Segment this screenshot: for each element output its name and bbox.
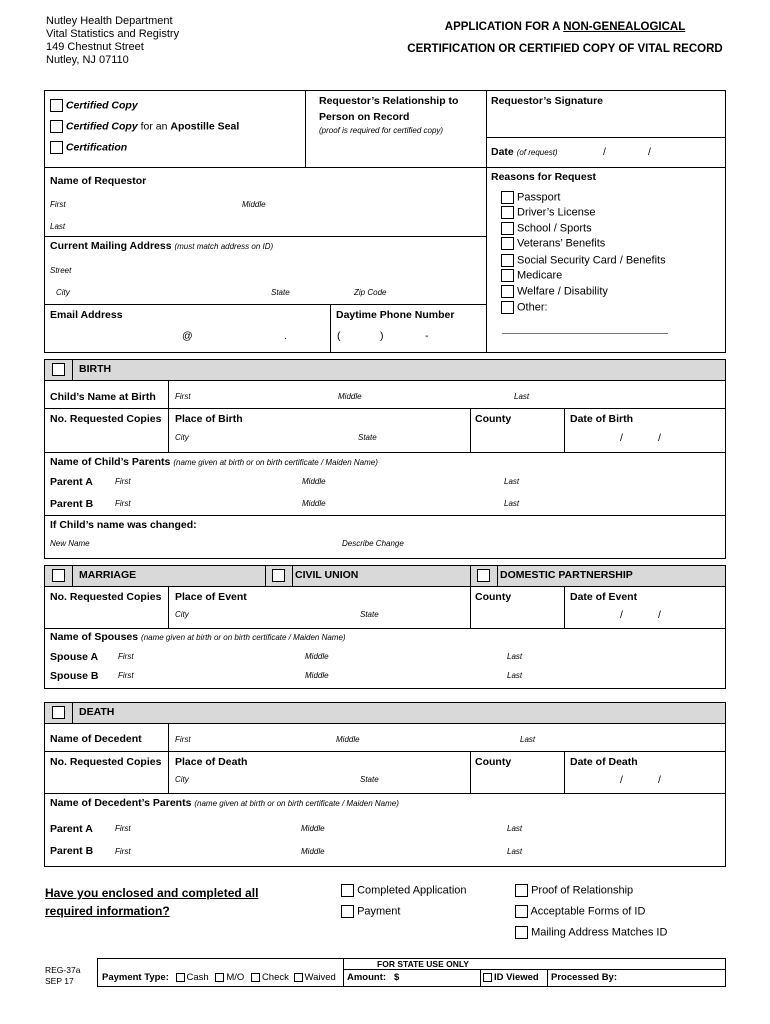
new-name-label: New Name [50,539,90,548]
certified-copy-label: Certified Copy [65,99,138,112]
death-state: State [360,775,379,784]
checklist-label: Completed Application [357,884,467,897]
dob-slash-2: / [658,432,661,444]
child-name-label: Child’s Name at Birth [50,391,156,403]
address-state: State [271,288,290,297]
reason-welfare[interactable] [501,285,608,298]
date-of-death-label: Date of Death [570,756,638,768]
email-label: Email Address [50,309,123,321]
domestic-partnership-title[interactable] [477,569,633,582]
reason-passport[interactable] [501,191,560,204]
birth-county-label: County [475,413,512,425]
date-slash-2: / [648,146,651,158]
checklist-label: Acceptable Forms of ID [530,905,646,918]
reason-checkbox[interactable] [501,237,514,250]
birth-header [44,359,726,381]
death-title[interactable] [52,706,114,719]
apostille-label-a: Certified Copy [65,120,138,133]
question-line2: required information? [45,904,170,918]
reason-veterans[interactable] [501,237,605,250]
reason-label: Passport [517,191,561,204]
doe-slash-1: / [620,609,623,621]
reason-other[interactable] [501,301,548,314]
registry-name: Vital Statistics and Registry [46,28,180,40]
marriage-checkbox[interactable] [52,569,65,582]
dod-slash-1: / [620,774,623,786]
checklist-label: Proof of Relationship [531,884,634,897]
death-title-label: DEATH [79,706,115,719]
reason-checkbox[interactable] [501,222,514,235]
dob-slash-1: / [620,432,623,444]
child-first: First [175,392,191,401]
checklist-checkbox[interactable] [515,905,528,918]
place-of-event-label: Place of Event [175,591,247,603]
civil-union-checkbox[interactable] [272,569,285,582]
checklist-label: Payment [357,905,401,918]
decedent-parents-note: (name given at birth or on birth certificate / Maiden Name) [194,799,399,808]
parent-a-last: Last [504,477,520,486]
date-note: (of request) [516,148,558,157]
domestic-partnership-checkbox[interactable] [477,569,490,582]
spouse-b-label: Spouse B [50,670,99,682]
spouse-a-label: Spouse A [50,651,99,663]
parents-heading [50,456,378,468]
id-viewed-label: ID Viewed [494,972,539,983]
checklist-checkbox[interactable] [341,884,354,897]
parents-note: (name given at birth or on birth certificate / Maiden Name) [173,458,378,467]
date-of-birth-label: Date of Birth [570,413,633,425]
name-changed-label: If Child’s name was changed: [50,519,197,531]
cash-label: Cash [186,972,209,983]
requestor-last: Last [50,222,66,231]
other-reason-line [502,333,668,334]
checklist-label: Mailing Address Matches ID [531,926,668,939]
address-city: City [56,288,70,297]
mo-checkbox[interactable] [215,973,224,982]
email-at: @ [182,330,193,342]
birth-copies-label: No. Requested Copies [50,413,162,425]
spouse-b-last: Last [507,671,523,680]
mo-label: M/O [226,972,245,983]
decedent-parent-b-first: First [115,847,131,856]
marriage-title[interactable] [52,569,136,582]
cash-checkbox[interactable] [176,973,185,982]
reason-checkbox[interactable] [501,254,514,267]
reasons-label: Reasons for Request [491,171,597,183]
question-line1: Have you enclosed and completed all [45,886,259,900]
id-viewed-checkbox[interactable] [483,973,492,982]
reason-label: Medicare [517,269,563,282]
id-viewed-field[interactable] [483,972,539,983]
death-county-label: County [475,756,512,768]
payment-type-label: Payment Type: [102,972,169,983]
decedent-parent-a-label: Parent A [50,823,93,835]
civil-union-title[interactable] [272,569,358,582]
decedent-parent-a-first: First [115,824,131,833]
parents-label: Name of Child’s Parents [50,456,171,468]
checklist-checkbox[interactable] [515,926,528,939]
reason-checkbox[interactable] [501,269,514,282]
department-address [46,15,179,67]
child-middle: Middle [338,392,362,401]
spouse-a-middle: Middle [305,652,329,661]
form-id-code: REG-37a [45,965,81,975]
describe-change-label: Describe Change [342,539,404,548]
birth-city: City [175,433,189,442]
address-note: (must match address on ID) [174,242,274,251]
decedent-last: Last [520,735,536,744]
title-prefix: APPLICATION FOR A [444,21,564,33]
phone-dash: - [425,330,429,342]
event-city: City [175,610,189,619]
birth-title[interactable] [52,363,111,376]
apostille-option[interactable] [50,120,239,133]
spouses-label: Name of Spouses [50,631,139,643]
death-header [44,702,726,724]
spouse-b-first: First [118,671,134,680]
date-slash-1: / [603,146,606,158]
birth-state: State [358,433,377,442]
dept-city: Nutley, NJ 07110 [46,54,129,66]
birth-title-label: BIRTH [79,363,112,376]
phone-open: ( [337,330,341,342]
check-acceptable-id[interactable] [515,905,645,918]
dollar-sign: $ [393,972,400,983]
parent-b-middle: Middle [302,499,326,508]
death-city: City [175,775,189,784]
decedent-middle: Middle [336,735,360,744]
civil-union-title-label: CIVIL UNION [295,569,359,582]
dept-name: Nutley Health Department [46,15,173,27]
relationship-note: (proof is required for certified copy) [319,126,444,135]
checklist-checkbox[interactable] [515,884,528,897]
reason-label: School / Sports [517,222,592,235]
decedent-parent-a-last: Last [507,824,523,833]
reason-checkbox[interactable] [501,191,514,204]
reason-social-security[interactable] [501,254,666,267]
phone-label: Daytime Phone Number [336,309,455,321]
decedent-parent-b-middle: Middle [301,847,325,856]
form-id-date: SEP 17 [45,976,74,986]
marriage-copies-label: No. Requested Copies [50,591,162,603]
date-of-event-label: Date of Event [570,591,638,603]
title-line2: CERTIFICATION OR CERTIFIED COPY OF VITAL RECORD [407,43,723,55]
death-checkbox[interactable] [52,706,65,719]
domestic-partnership-title-label: DOMESTIC PARTNERSHIP [500,569,633,582]
event-state: State [360,610,379,619]
dod-slash-2: / [658,774,661,786]
enclosed-question [45,884,258,920]
reason-label: Other: [517,301,548,314]
mailing-address-heading [50,240,273,252]
place-of-birth-label: Place of Birth [175,413,243,425]
certification-option[interactable] [50,141,127,154]
reason-medicare[interactable] [501,269,562,282]
checklist-checkbox[interactable] [341,905,354,918]
reason-label: Social Security Card / Benefits [517,254,666,267]
address-label: Current Mailing Address [50,240,172,252]
marriage-title-label: MARRIAGE [79,569,137,582]
reason-label: Welfare / Disability [517,285,608,298]
amount-field[interactable] [347,972,399,983]
address-zip: Zip Code [354,288,387,297]
form-id [45,965,80,987]
check-label: Check [261,972,289,983]
decedent-name-label: Name of Decedent [50,733,142,745]
payment-type-row [102,972,336,983]
reason-checkbox[interactable] [501,206,514,219]
certified-copy-checkbox[interactable] [50,99,63,112]
state-use-label: FOR STATE USE ONLY [377,959,469,969]
apostille-label-b: for an [137,120,171,133]
spouses-heading [50,631,346,643]
reason-school-sports[interactable] [501,222,592,235]
parent-b-last: Last [504,499,520,508]
birth-checkbox[interactable] [52,363,65,376]
waived-checkbox[interactable] [294,973,303,982]
relationship-label: Requestor’s Relationship to Person on Record [319,95,459,123]
event-county-label: County [475,591,512,603]
signature-label: Requestor’s Signature [491,95,604,107]
title-underlined: NON-GENEALOGICAL [563,21,686,33]
waived-label: Waived [304,972,336,983]
decedent-parents-label: Name of Decedent’s Parents [50,797,192,809]
form-title [380,16,750,60]
check-address-matches[interactable] [515,926,667,939]
decedent-parent-a-middle: Middle [301,824,325,833]
parent-a-middle: Middle [302,477,326,486]
death-section [44,702,726,867]
spouses-note: (name given at birth or on birth certificate / Maiden Name) [141,633,346,642]
doe-slash-2: / [658,609,661,621]
email-dot: . [284,330,287,342]
reason-label: Veterans’ Benefits [517,237,606,250]
place-of-death-label: Place of Death [175,756,248,768]
requestor-name-label: Name of Requestor [50,175,147,187]
check-proof-relationship[interactable] [515,884,633,897]
apostille-checkbox[interactable] [50,120,63,133]
reason-label: Driver’s License [517,206,596,219]
child-last: Last [514,392,530,401]
parent-a-first: First [115,477,131,486]
parent-b-label: Parent B [50,498,94,510]
check-completed-application[interactable] [341,884,467,897]
spouse-b-middle: Middle [305,671,329,680]
spouse-a-first: First [118,652,134,661]
dept-street: 149 Chestnut Street [46,41,144,53]
amount-label: Amount: [347,972,387,983]
decedent-parents-heading [50,797,399,809]
date-label: Date [491,146,514,158]
check-payment[interactable] [341,905,400,918]
parent-b-first: First [115,499,131,508]
reason-checkbox[interactable] [501,301,514,314]
apostille-label-c: Apostille Seal [170,120,240,133]
decedent-first: First [175,735,191,744]
address-street: Street [50,266,72,275]
reason-drivers-license[interactable] [501,206,595,219]
spouse-a-last: Last [507,652,523,661]
requestor-middle: Middle [242,200,266,209]
certified-copy-option[interactable] [50,99,138,112]
processed-by-label: Processed By: [551,972,618,983]
certification-label: Certification [65,141,128,154]
certification-checkbox[interactable] [50,141,63,154]
death-copies-label: No. Requested Copies [50,756,162,768]
phone-close: ) [380,330,384,342]
date-of-request [491,146,558,158]
decedent-parent-b-last: Last [507,847,523,856]
check-checkbox[interactable] [251,973,260,982]
decedent-parent-b-label: Parent B [50,845,94,857]
parent-a-label: Parent A [50,476,93,488]
requestor-first: First [50,200,66,209]
reason-checkbox[interactable] [501,285,514,298]
